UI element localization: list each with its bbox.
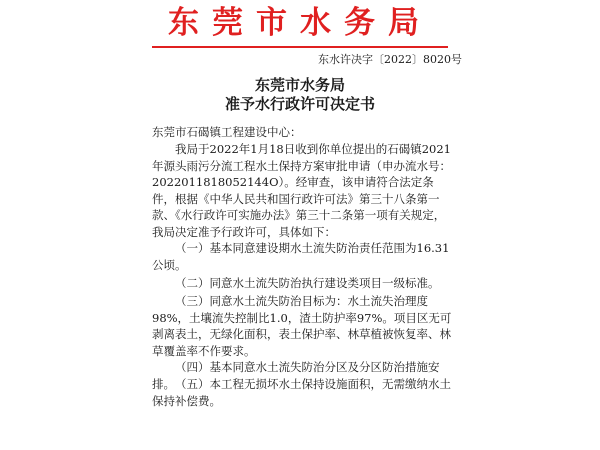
decision-item-3: （三）同意水土流失防治目标为：水土流失治理度98%，土壤流失控制比1.0，渣土防护率97%。项目区无可剥离表土，无绿化面积，表土保护率、林草植被恢复率、林草覆盖率不作要求。 <box>152 294 452 358</box>
main-paragraph: 我局于2022年1月18日收到你单位提出的石碣镇2021年源头雨污分流工程水土保持方案审批申请（申办流水号：2022011818052144O）。经审查，该申请符合法定条件，根据《中华人民共和国行政许可法》第三十八条第一款、《水行政许可实施办法》第三十二条第一项有关规定，我局决定准予行政许可，具体如下： <box>152 142 451 239</box>
decision-item-4: （四）基本同意水土流失防治分区及分区防治措施安排。 <box>152 360 440 391</box>
addressee: 东莞市石碣镇工程建设中心： <box>152 125 302 139</box>
decision-item-5: （五）本工程无损坏水土保持设施面积，无需缴纳水土保持补偿费。 <box>152 377 451 408</box>
letterhead-title: 东莞市水务局 <box>168 5 432 41</box>
document-title: 准予水行政许可决定书 <box>224 95 375 113</box>
document-title-issuer: 东莞市水务局 <box>254 76 345 94</box>
letterhead-red-line <box>152 46 448 48</box>
decision-item-1: （一）基本同意建设期水土流失防治责任范围为16.31公顷。 <box>152 241 450 272</box>
document-number: 东水许决字〔2022〕8020号 <box>318 53 462 66</box>
decision-item-2: （二）同意水土流失防治执行建设类项目一级标准。 <box>175 276 440 290</box>
